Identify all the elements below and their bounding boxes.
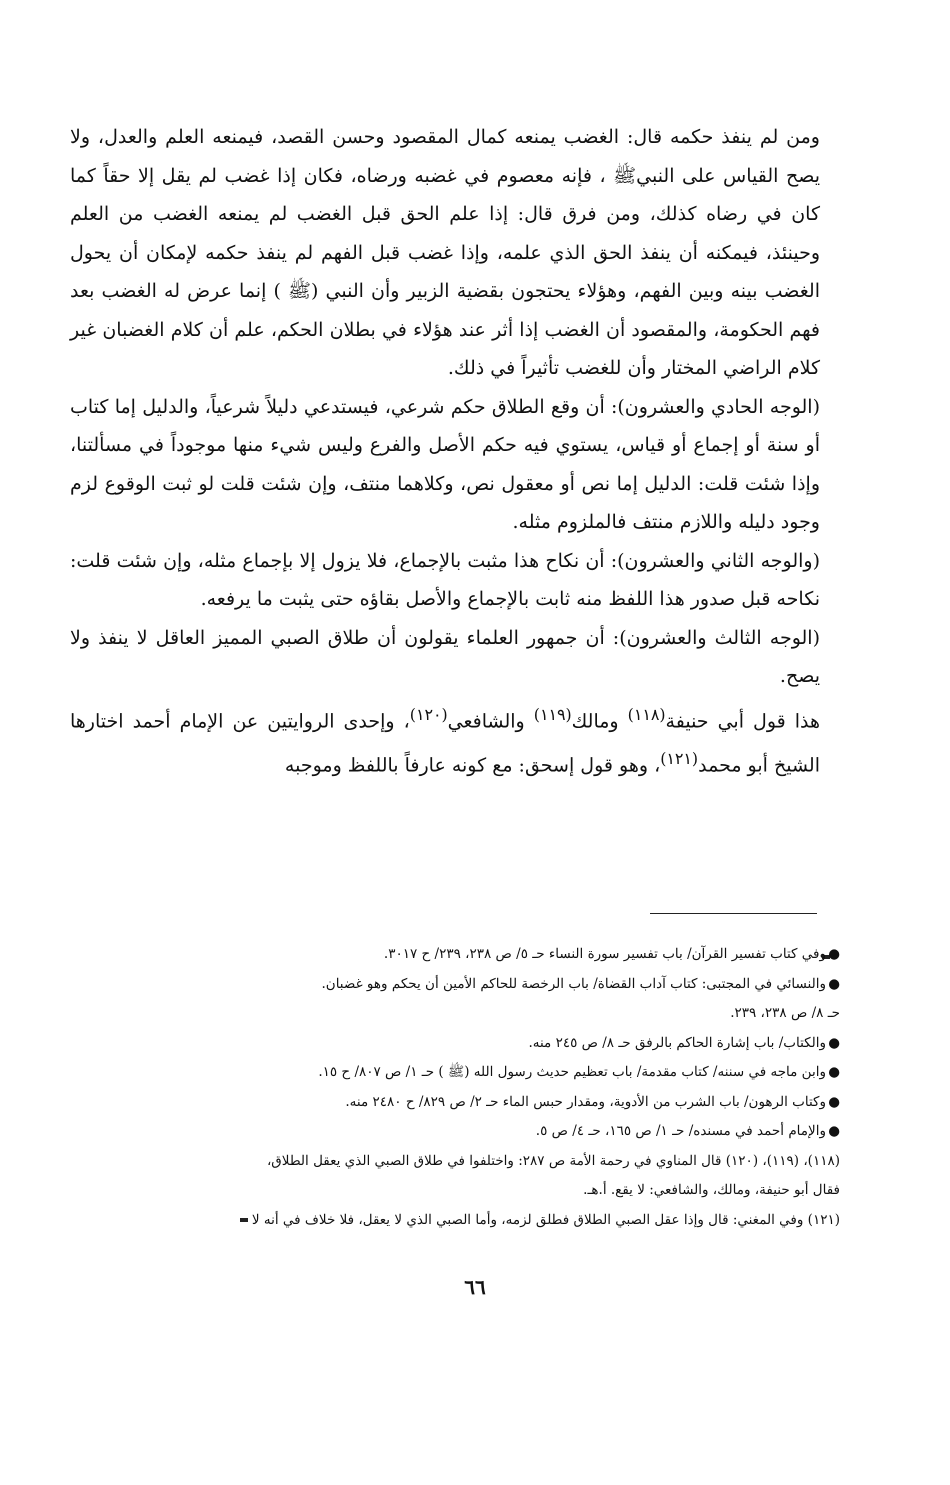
bullet-icon: ● [828, 1093, 840, 1110]
footnote-item: ● والكتاب/ باب إشارة الحاكم بالرفق حـ ٨/ ص ٢٤٥ منه. [58, 1029, 840, 1059]
page-number: ٦٦ [464, 1275, 486, 1299]
footnote-divider [650, 913, 817, 914]
paragraph-5-text-d: ، وإحدى الروايتين عن الإمام أحمد اختارها الشيخ أبو محمد [70, 709, 820, 777]
footnote-item: ● وفي كتاب تفسير القرآن/ باب تفسير سورة النساء حـ ٥/ ص ٢٣٨، ٢٣٩/ ح ٣٠١٧. [58, 940, 840, 970]
main-text [70, 118, 820, 785]
bullet-icon: ● [828, 975, 840, 992]
bullet-icon: ● [828, 1064, 840, 1080]
footnotes [58, 940, 840, 1235]
paragraph-1: ومن لم ينفذ حكمه قال: الغضب يمنعه كمال المقصود وحسن القصد، فيمنعه العلم والعدل، ولا يصح القياس على النبيﷺ ، فإنه معصوم في غضبه ورضاه، فكان إذا غضب لم يقل إلا حقاً كما كان في رضاه كذلك، ومن فرق قال: إذا علم الحق قبل الغضب لم يمنعه الغضب من العلم وحينئذ، فيمكنه أن ينفذ الحق الذي علمه، وإذا غضب قبل الفهم لم ينفذ حكمه لإمكان أن يحول الغضب بينه وبين الفهم، وهؤلاء يحتجون بقضية الزبير وأن النبي (ﷺ ) إنما عرض له الغضب بعد فهم الحكومة، والمقصود أن الغضب إذا أثر عند هؤلاء في بطلان الحكم، علم أن كلام الغضبان غير كلام الراضي المختار وأن للغضب تأثيراً في ذلك. [70, 126, 820, 379]
footnote-item: ● والإمام أحمد في مسنده/ حـ ١/ ص ١٦٥، حـ ٤/ ص ٥. [58, 1117, 840, 1147]
footnote-ref-119: (١١٩) [533, 704, 572, 724]
footnote-ref-118: (١١٨) [627, 704, 666, 724]
continuation-mark-icon [240, 1218, 248, 1222]
paragraph-4: (الوجه الثالث والعشرون): أن جمهور العلماء يقولون أن طلاق الصبي المميز العاقل لا ينفذ ولا يصح. [70, 626, 820, 687]
paragraph-5 [70, 696, 820, 786]
footnote-121: (١٢١) وفي المغني: قال وإذا عقل الصبي الطلاق فطلق لزمه، وأما الصبي الذي لا يعقل، فلا خلاف في أنه لا [58, 1206, 840, 1236]
footnote-item: ● والنسائي في المجتبى: كتاب آداب القضاة/ باب الرخصة للحاكم الأمين أن يحكم وهو غضبان. [58, 970, 840, 1000]
paragraph-3: (والوجه الثاني والعشرون): أن نكاح هذا مثبت بالإجماع، فلا يزول إلا بإجماع مثله، وإن شئت قلت: نكاحه قبل صدور هذا اللفظ منه ثابت بالإجماع والأصل بقاؤه حتى يثبت ما يرفعه. [70, 549, 820, 610]
bullet-icon: ● [828, 946, 840, 962]
bullet-icon: ● [828, 1034, 840, 1051]
paragraph-5-text-b: ومالك [571, 709, 628, 732]
footnote-ref-121: (١٢١) [660, 749, 699, 769]
footnote-118-continuation: فقال أبو حنيفة، ومالك، والشافعي: لا يقع. أ.هـ. [583, 1182, 840, 1198]
footnote-118: (١١٨)، (١١٩)، (١٢٠) قال المناوي في رحمة الأمة ص ٢٨٧: واختلفوا في طلاق الصبي الذي يعقل الطلاق، [266, 1152, 840, 1169]
paragraph-5-text-e: ، وهو قول إسحق: مع كونه عارفاً باللفظ وموجبه [284, 754, 661, 777]
bullet-icon: ● [828, 1123, 840, 1139]
footnote-continuation: حـ ٨/ ص ٢٣٨، ٢٣٩. [730, 1005, 840, 1021]
paragraph-5-text-c: والشافعي [447, 709, 534, 732]
paragraph-2: (الوجه الحادي والعشرون): أن وقع الطلاق حكم شرعي، فيستدعي دليلاً شرعياً، والدليل إما كتاب أو سنة أو إجماع أو قياس، يستوي فيه حكم الأصل والفرع وليس شيء منها موجوداً في مسألتنا، وإذا شئت قلت: الدليل إما نص أو معقول نص، وكلاهما منتف، وإن شئت قلت لو ثبت الوقوع لزم وجود دليله واللازم منتف فالملزوم مثله. [70, 395, 820, 533]
footnote-item: ● وكتاب الرهون/ باب الشرب من الأدوية، ومقدار حبس الماء حـ ٢/ ص ٨٢٩/ ح ٢٤٨٠ منه. [58, 1088, 840, 1118]
footnote-ref-120: (١٢٠) [409, 704, 448, 724]
footnote-item: ● وابن ماجه في سننه/ كتاب مقدمة/ باب تعظيم حديث رسول الله (ﷺ ) حـ ١/ ص ٨٠٧/ ح ١٥. [58, 1058, 840, 1088]
paragraph-5-text-a: هذا قول أبي حنيفة [665, 709, 821, 732]
